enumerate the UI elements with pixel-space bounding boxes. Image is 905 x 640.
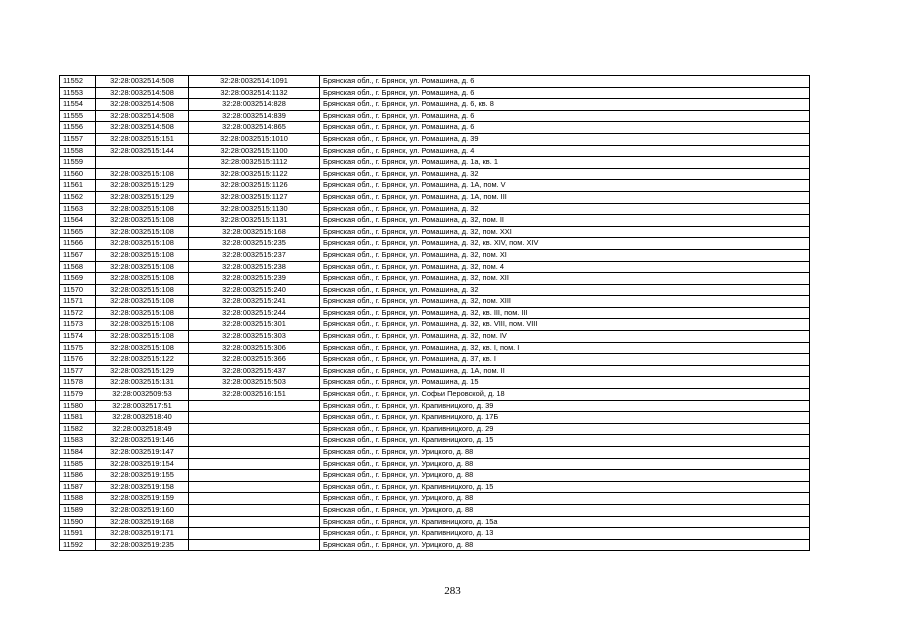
table-row bbox=[60, 447, 810, 459]
land-plot-cadastral-number: 32:28:0032515:108 bbox=[96, 284, 189, 296]
page-number: 283 bbox=[444, 585, 461, 597]
address-cell: Брянская обл., г. Брянск, ул. Крапивницкого, д. 15а bbox=[320, 516, 810, 528]
table-row bbox=[60, 331, 810, 343]
land-plot-cadastral-number: 32:28:0032514:508 bbox=[96, 110, 189, 122]
address-cell: Брянская обл., г. Брянск, ул. Крапивницкого, д. 15 bbox=[320, 481, 810, 493]
address-cell: Брянская обл., г. Брянск, ул. Ромашина, д. 32, пом. XIII bbox=[320, 296, 810, 308]
table-row bbox=[60, 168, 810, 180]
land-plot-cadastral-number: 32:28:0032519:235 bbox=[96, 539, 189, 551]
row-number: 11559 bbox=[60, 157, 96, 169]
building-cadastral-number: 32:28:0032515:301 bbox=[189, 319, 320, 331]
building-cadastral-number: 32:28:0032516:151 bbox=[189, 389, 320, 401]
building-cadastral-number: 32:28:0032515:239 bbox=[189, 273, 320, 285]
building-cadastral-number bbox=[189, 481, 320, 493]
land-plot-cadastral-number: 32:28:0032517:51 bbox=[96, 400, 189, 412]
land-plot-cadastral-number: 32:28:0032519:155 bbox=[96, 470, 189, 482]
row-number: 11572 bbox=[60, 307, 96, 319]
address-cell: Брянская обл., г. Брянск, ул. Ромашина, д. 39 bbox=[320, 133, 810, 145]
address-cell: Брянская обл., г. Брянск, ул. Ромашина, д. 1А, пом. V bbox=[320, 180, 810, 192]
table-row bbox=[60, 191, 810, 203]
land-plot-cadastral-number: 32:28:0032509:53 bbox=[96, 389, 189, 401]
address-cell: Брянская обл., г. Брянск, ул. Ромашина, д. 32, пом. XXI bbox=[320, 226, 810, 238]
address-cell: Брянская обл., г. Брянск, ул. Ромашина, д. 4 bbox=[320, 145, 810, 157]
building-cadastral-number bbox=[189, 504, 320, 516]
row-number: 11568 bbox=[60, 261, 96, 273]
address-cell: Брянская обл., г. Брянск, ул. Ромашина, д. 37, кв. I bbox=[320, 354, 810, 366]
building-cadastral-number bbox=[189, 412, 320, 424]
table-row bbox=[60, 238, 810, 250]
land-plot-cadastral-number: 32:28:0032515:108 bbox=[96, 261, 189, 273]
address-cell: Брянская обл., г. Брянск, ул. Ромашина, д. 32, кв. III, пом. III bbox=[320, 307, 810, 319]
building-cadastral-number: 32:28:0032515:437 bbox=[189, 365, 320, 377]
address-cell: Брянская обл., г. Брянск, ул. Ромашина, д. 32 bbox=[320, 168, 810, 180]
table-row bbox=[60, 284, 810, 296]
building-cadastral-number bbox=[189, 470, 320, 482]
address-cell: Брянская обл., г. Брянск, ул. Ромашина, д. 1А, пом. III bbox=[320, 191, 810, 203]
row-number: 11584 bbox=[60, 447, 96, 459]
address-cell: Брянская обл., г. Брянск, ул. Софьи Перовской, д. 18 bbox=[320, 389, 810, 401]
row-number: 11588 bbox=[60, 493, 96, 505]
land-plot-cadastral-number: 32:28:0032519:160 bbox=[96, 504, 189, 516]
row-number: 11585 bbox=[60, 458, 96, 470]
land-plot-cadastral-number: 32:28:0032515:108 bbox=[96, 319, 189, 331]
row-number: 11579 bbox=[60, 389, 96, 401]
building-cadastral-number: 32:28:0032515:366 bbox=[189, 354, 320, 366]
land-plot-cadastral-number: 32:28:0032518:40 bbox=[96, 412, 189, 424]
address-cell: Брянская обл., г. Брянск, ул. Крапивницкого, д. 17Б bbox=[320, 412, 810, 424]
row-number: 11554 bbox=[60, 99, 96, 111]
land-plot-cadastral-number: 32:28:0032515:151 bbox=[96, 133, 189, 145]
row-number: 11573 bbox=[60, 319, 96, 331]
building-cadastral-number: 32:28:0032515:1112 bbox=[189, 157, 320, 169]
table-row bbox=[60, 110, 810, 122]
row-number: 11590 bbox=[60, 516, 96, 528]
table-body bbox=[60, 76, 810, 551]
row-number: 11591 bbox=[60, 528, 96, 540]
address-cell: Брянская обл., г. Брянск, ул. Урицкого, д. 88 bbox=[320, 447, 810, 459]
building-cadastral-number: 32:28:0032515:1127 bbox=[189, 191, 320, 203]
building-cadastral-number: 32:28:0032514:1091 bbox=[189, 76, 320, 88]
table-row bbox=[60, 516, 810, 528]
building-cadastral-number: 32:28:0032514:865 bbox=[189, 122, 320, 134]
building-cadastral-number: 32:28:0032515:1010 bbox=[189, 133, 320, 145]
land-plot-cadastral-number: 32:28:0032519:147 bbox=[96, 447, 189, 459]
land-plot-cadastral-number: 32:28:0032514:508 bbox=[96, 99, 189, 111]
row-number: 11574 bbox=[60, 331, 96, 343]
table-row bbox=[60, 203, 810, 215]
row-number: 11587 bbox=[60, 481, 96, 493]
address-cell: Брянская обл., г. Брянск, ул. Урицкого, д. 88 bbox=[320, 470, 810, 482]
building-cadastral-number: 32:28:0032515:237 bbox=[189, 249, 320, 261]
table-row bbox=[60, 249, 810, 261]
table-row bbox=[60, 307, 810, 319]
row-number: 11570 bbox=[60, 284, 96, 296]
building-cadastral-number bbox=[189, 423, 320, 435]
table-row bbox=[60, 354, 810, 366]
land-plot-cadastral-number: 32:28:0032519:159 bbox=[96, 493, 189, 505]
address-cell: Брянская обл., г. Брянск, ул. Ромашина, д. 6 bbox=[320, 122, 810, 134]
row-number: 11557 bbox=[60, 133, 96, 145]
row-number: 11563 bbox=[60, 203, 96, 215]
row-number: 11578 bbox=[60, 377, 96, 389]
row-number: 11583 bbox=[60, 435, 96, 447]
building-cadastral-number: 32:28:0032515:240 bbox=[189, 284, 320, 296]
row-number: 11560 bbox=[60, 168, 96, 180]
address-cell: Брянская обл., г. Брянск, ул. Ромашина, д. 1А, пом. II bbox=[320, 365, 810, 377]
row-number: 11577 bbox=[60, 365, 96, 377]
table-row bbox=[60, 342, 810, 354]
row-number: 11565 bbox=[60, 226, 96, 238]
building-cadastral-number: 32:28:0032515:244 bbox=[189, 307, 320, 319]
table-row bbox=[60, 76, 810, 88]
land-plot-cadastral-number: 32:28:0032514:508 bbox=[96, 76, 189, 88]
row-number: 11582 bbox=[60, 423, 96, 435]
table-row bbox=[60, 319, 810, 331]
address-cell: Брянская обл., г. Брянск, ул. Ромашина, д. 32, кв. VIII, пом. VIII bbox=[320, 319, 810, 331]
land-plot-cadastral-number: 32:28:0032514:508 bbox=[96, 87, 189, 99]
table-row bbox=[60, 261, 810, 273]
address-cell: Брянская обл., г. Брянск, ул. Урицкого, д. 88 bbox=[320, 504, 810, 516]
building-cadastral-number bbox=[189, 516, 320, 528]
table-row bbox=[60, 296, 810, 308]
address-cell: Брянская обл., г. Брянск, ул. Ромашина, д. 6 bbox=[320, 110, 810, 122]
address-cell: Брянская обл., г. Брянск, ул. Ромашина, д. 32, пом. II bbox=[320, 215, 810, 227]
building-cadastral-number bbox=[189, 528, 320, 540]
table-row bbox=[60, 412, 810, 424]
table-row bbox=[60, 493, 810, 505]
land-plot-cadastral-number: 32:28:0032515:108 bbox=[96, 215, 189, 227]
land-plot-cadastral-number: 32:28:0032515:129 bbox=[96, 365, 189, 377]
land-plot-cadastral-number: 32:28:0032514:508 bbox=[96, 122, 189, 134]
land-plot-cadastral-number: 32:28:0032515:129 bbox=[96, 191, 189, 203]
address-cell: Брянская обл., г. Брянск, ул. Урицкого, д. 88 bbox=[320, 458, 810, 470]
land-plot-cadastral-number: 32:28:0032515:144 bbox=[96, 145, 189, 157]
table-row bbox=[60, 458, 810, 470]
address-cell: Брянская обл., г. Брянск, ул. Ромашина, д. 32, пом. IV bbox=[320, 331, 810, 343]
land-plot-cadastral-number: 32:28:0032515:122 bbox=[96, 354, 189, 366]
row-number: 11567 bbox=[60, 249, 96, 261]
building-cadastral-number: 32:28:0032515:1126 bbox=[189, 180, 320, 192]
land-plot-cadastral-number: 32:28:0032519:171 bbox=[96, 528, 189, 540]
land-plot-cadastral-number: 32:28:0032519:154 bbox=[96, 458, 189, 470]
address-cell: Брянская обл., г. Брянск, ул. Крапивницкого, д. 29 bbox=[320, 423, 810, 435]
row-number: 11564 bbox=[60, 215, 96, 227]
row-number: 11592 bbox=[60, 539, 96, 551]
building-cadastral-number: 32:28:0032514:828 bbox=[189, 99, 320, 111]
row-number: 11552 bbox=[60, 76, 96, 88]
building-cadastral-number bbox=[189, 447, 320, 459]
row-number: 11561 bbox=[60, 180, 96, 192]
address-cell: Брянская обл., г. Брянск, ул. Ромашина, д. 32, пом. XII bbox=[320, 273, 810, 285]
table-row bbox=[60, 226, 810, 238]
land-plot-cadastral-number: 32:28:0032515:108 bbox=[96, 296, 189, 308]
land-plot-cadastral-number: 32:28:0032515:131 bbox=[96, 377, 189, 389]
address-cell: Брянская обл., г. Брянск, ул. Крапивницкого, д. 13 bbox=[320, 528, 810, 540]
table-row bbox=[60, 389, 810, 401]
building-cadastral-number: 32:28:0032515:1131 bbox=[189, 215, 320, 227]
row-number: 11553 bbox=[60, 87, 96, 99]
building-cadastral-number: 32:28:0032515:168 bbox=[189, 226, 320, 238]
building-cadastral-number: 32:28:0032514:1132 bbox=[189, 87, 320, 99]
address-cell: Брянская обл., г. Брянск, ул. Ромашина, д. 32 bbox=[320, 284, 810, 296]
row-number: 11576 bbox=[60, 354, 96, 366]
address-cell: Брянская обл., г. Брянск, ул. Ромашина, д. 6 bbox=[320, 87, 810, 99]
table-row bbox=[60, 145, 810, 157]
address-cell: Брянская обл., г. Брянск, ул. Ромашина, д. 32, кв. I, пом. I bbox=[320, 342, 810, 354]
building-cadastral-number bbox=[189, 493, 320, 505]
table-row bbox=[60, 180, 810, 192]
table-row bbox=[60, 400, 810, 412]
building-cadastral-number bbox=[189, 400, 320, 412]
building-cadastral-number: 32:28:0032515:303 bbox=[189, 331, 320, 343]
building-cadastral-number: 32:28:0032515:235 bbox=[189, 238, 320, 250]
table-row bbox=[60, 481, 810, 493]
address-cell: Брянская обл., г. Брянск, ул. Ромашина, д. 1а, кв. 1 bbox=[320, 157, 810, 169]
table-row bbox=[60, 365, 810, 377]
table-row bbox=[60, 435, 810, 447]
land-plot-cadastral-number: 32:28:0032515:108 bbox=[96, 226, 189, 238]
address-cell: Брянская обл., г. Брянск, ул. Ромашина, д. 6 bbox=[320, 76, 810, 88]
table-row bbox=[60, 423, 810, 435]
row-number: 11589 bbox=[60, 504, 96, 516]
table-row bbox=[60, 377, 810, 389]
address-cell: Брянская обл., г. Брянск, ул. Ромашина, д. 32, кв. XIV, пом. XIV bbox=[320, 238, 810, 250]
row-number: 11555 bbox=[60, 110, 96, 122]
building-cadastral-number: 32:28:0032515:1122 bbox=[189, 168, 320, 180]
land-plot-cadastral-number: 32:28:0032519:168 bbox=[96, 516, 189, 528]
building-cadastral-number: 32:28:0032515:306 bbox=[189, 342, 320, 354]
table-row bbox=[60, 133, 810, 145]
building-cadastral-number: 32:28:0032514:839 bbox=[189, 110, 320, 122]
row-number: 11586 bbox=[60, 470, 96, 482]
table-row bbox=[60, 87, 810, 99]
land-plot-cadastral-number: 32:28:0032519:158 bbox=[96, 481, 189, 493]
address-cell: Брянская обл., г. Брянск, ул. Ромашина, д. 32 bbox=[320, 203, 810, 215]
table-row bbox=[60, 504, 810, 516]
land-plot-cadastral-number bbox=[96, 157, 189, 169]
land-plot-cadastral-number: 32:28:0032518:49 bbox=[96, 423, 189, 435]
building-cadastral-number: 32:28:0032515:503 bbox=[189, 377, 320, 389]
table-row bbox=[60, 528, 810, 540]
address-cell: Брянская обл., г. Брянск, ул. Крапивницкого, д. 15 bbox=[320, 435, 810, 447]
land-plot-cadastral-number: 32:28:0032515:108 bbox=[96, 331, 189, 343]
building-cadastral-number: 32:28:0032515:238 bbox=[189, 261, 320, 273]
row-number: 11581 bbox=[60, 412, 96, 424]
table-row bbox=[60, 273, 810, 285]
land-plot-cadastral-number: 32:28:0032515:108 bbox=[96, 342, 189, 354]
row-number: 11562 bbox=[60, 191, 96, 203]
address-cell: Брянская обл., г. Брянск, ул. Урицкого, д. 88 bbox=[320, 493, 810, 505]
land-plot-cadastral-number: 32:28:0032519:146 bbox=[96, 435, 189, 447]
address-cell: Брянская обл., г. Брянск, ул. Ромашина, д. 6, кв. 8 bbox=[320, 99, 810, 111]
table-row bbox=[60, 470, 810, 482]
row-number: 11580 bbox=[60, 400, 96, 412]
address-cell: Брянская обл., г. Брянск, ул. Урицкого, д. 88 bbox=[320, 539, 810, 551]
building-cadastral-number bbox=[189, 435, 320, 447]
land-plot-cadastral-number: 32:28:0032515:108 bbox=[96, 238, 189, 250]
row-number: 11575 bbox=[60, 342, 96, 354]
land-plot-cadastral-number: 32:28:0032515:108 bbox=[96, 168, 189, 180]
address-cell: Брянская обл., г. Брянск, ул. Ромашина, д. 32, пом. XI bbox=[320, 249, 810, 261]
address-cell: Брянская обл., г. Брянск, ул. Ромашина, д. 15 bbox=[320, 377, 810, 389]
building-cadastral-number: 32:28:0032515:1100 bbox=[189, 145, 320, 157]
building-cadastral-number bbox=[189, 539, 320, 551]
land-plot-cadastral-number: 32:28:0032515:108 bbox=[96, 203, 189, 215]
land-plot-cadastral-number: 32:28:0032515:108 bbox=[96, 307, 189, 319]
building-cadastral-number: 32:28:0032515:1130 bbox=[189, 203, 320, 215]
row-number: 11556 bbox=[60, 122, 96, 134]
table-row bbox=[60, 99, 810, 111]
land-plot-cadastral-number: 32:28:0032515:108 bbox=[96, 249, 189, 261]
row-number: 11558 bbox=[60, 145, 96, 157]
building-cadastral-number bbox=[189, 458, 320, 470]
table-row bbox=[60, 539, 810, 551]
land-plot-cadastral-number: 32:28:0032515:129 bbox=[96, 180, 189, 192]
row-number: 11571 bbox=[60, 296, 96, 308]
table-row bbox=[60, 215, 810, 227]
row-number: 11566 bbox=[60, 238, 96, 250]
building-cadastral-number: 32:28:0032515:241 bbox=[189, 296, 320, 308]
row-number: 11569 bbox=[60, 273, 96, 285]
address-cell: Брянская обл., г. Брянск, ул. Крапивницкого, д. 39 bbox=[320, 400, 810, 412]
address-cell: Брянская обл., г. Брянск, ул. Ромашина, д. 32, пом. 4 bbox=[320, 261, 810, 273]
land-plot-cadastral-number: 32:28:0032515:108 bbox=[96, 273, 189, 285]
table-row bbox=[60, 122, 810, 134]
cadastral-table bbox=[59, 75, 810, 551]
table-row bbox=[60, 157, 810, 169]
